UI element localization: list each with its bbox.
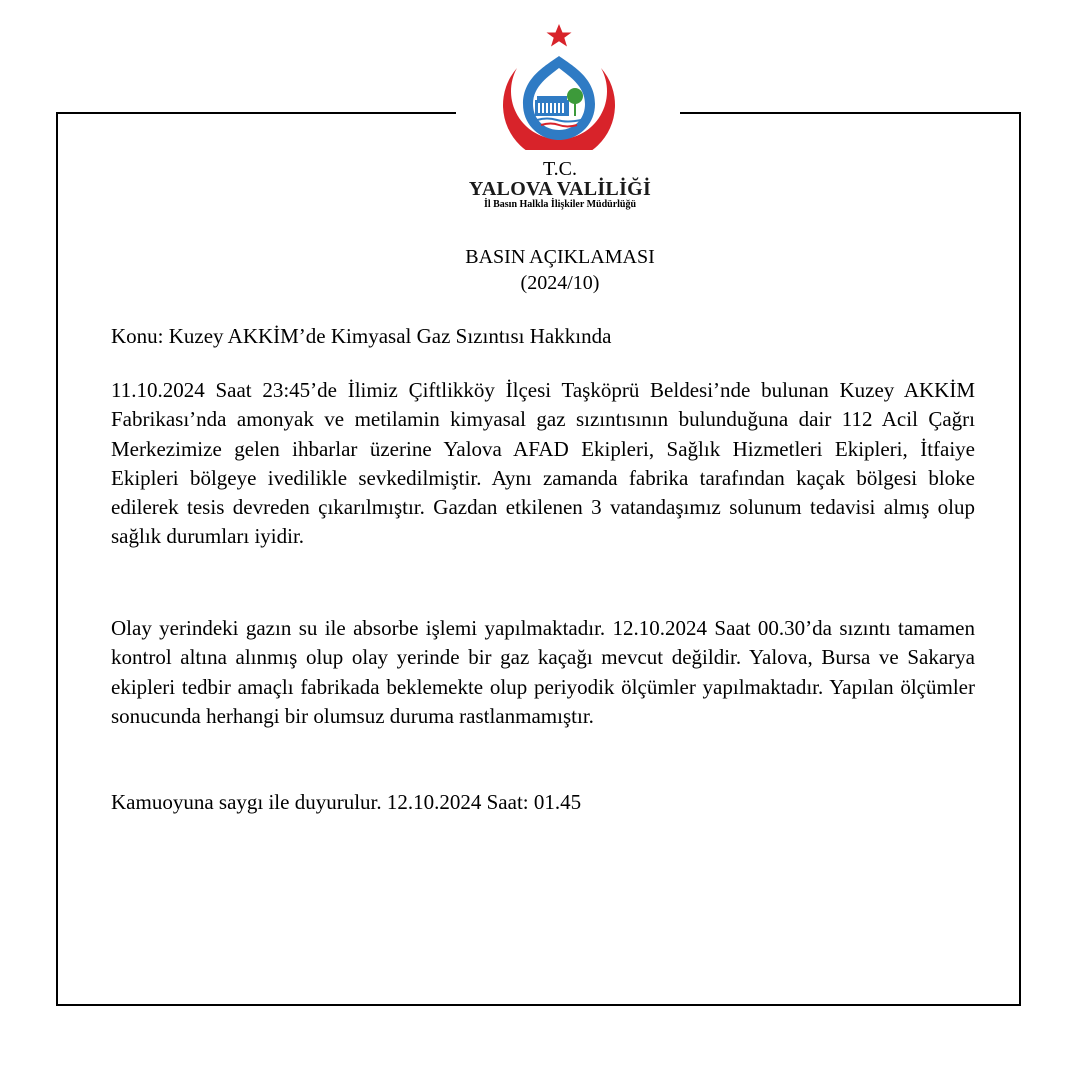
frame-right xyxy=(1019,112,1021,1006)
doc-title: BASIN AÇIKLAMASI xyxy=(465,246,655,268)
yalova-valiligi-logo-icon xyxy=(497,22,621,150)
frame-top-left xyxy=(56,112,456,114)
header-dept: İl Basın Halkla İlişkiler Müdürlüğü xyxy=(483,199,637,210)
paragraph-1: 11.10.2024 Saat 23:45’de İlimiz Çiftlikköy İlçesi Taşköprü Beldesi’nde bulunan Kuzey AKKİM Fabrikası’nda amonyak ve metilamin kimyasal gaz sızıntısının bulunduğuna dair 112 Acil Çağrı Merkezimize gelen ihbarlar üzerine Yalova AFAD Ekipleri, Sağlık Hizmetleri Ekipleri, İtfaiye Ekipleri bölgeye ivedilikle sevkedilmiştir. Aynı zamanda fabrika tarafından kaçak bölgesi bloke edilerek tesis devreden çıkarılmıştır. Gazdan etkilenen 3 vatandaşımız solunum tedavisi almış olup sağlık durumları iyidir. xyxy=(111,378,975,549)
doc-subject: Konu: Kuzey AKKİM’de Kimyasal Gaz Sızıntısı Hakkında xyxy=(111,324,612,348)
frame-top-right xyxy=(680,112,1021,114)
frame-bottom xyxy=(56,1004,1021,1006)
header-tc: T.C. xyxy=(542,158,578,180)
frame-left xyxy=(56,112,58,1006)
doc-number: (2024/10) xyxy=(520,272,600,294)
header-org: YALOVA VALİLİĞİ xyxy=(468,178,652,200)
paragraph-closing: Kamuoyuna saygı ile duyurulur. 12.10.2024 Saat: 01.45 xyxy=(111,790,582,814)
paragraph-2: Olay yerindeki gazın su ile absorbe işlemi yapılmaktadır. 12.10.2024 Saat 00.30’da sızıntı tamamen kontrol altına alınmış olup olay yerinde bir gaz kaçağı mevcut değildir. Yalova, Bursa ve Sakarya ekipleri tedbir amaçlı fabrikada beklemekte olup periyodik ölçümler yapılmaktadır. Yapılan ölçümler sonucunda herhangi bir olumsuz duruma rastlanmamıştır. xyxy=(111,616,975,728)
